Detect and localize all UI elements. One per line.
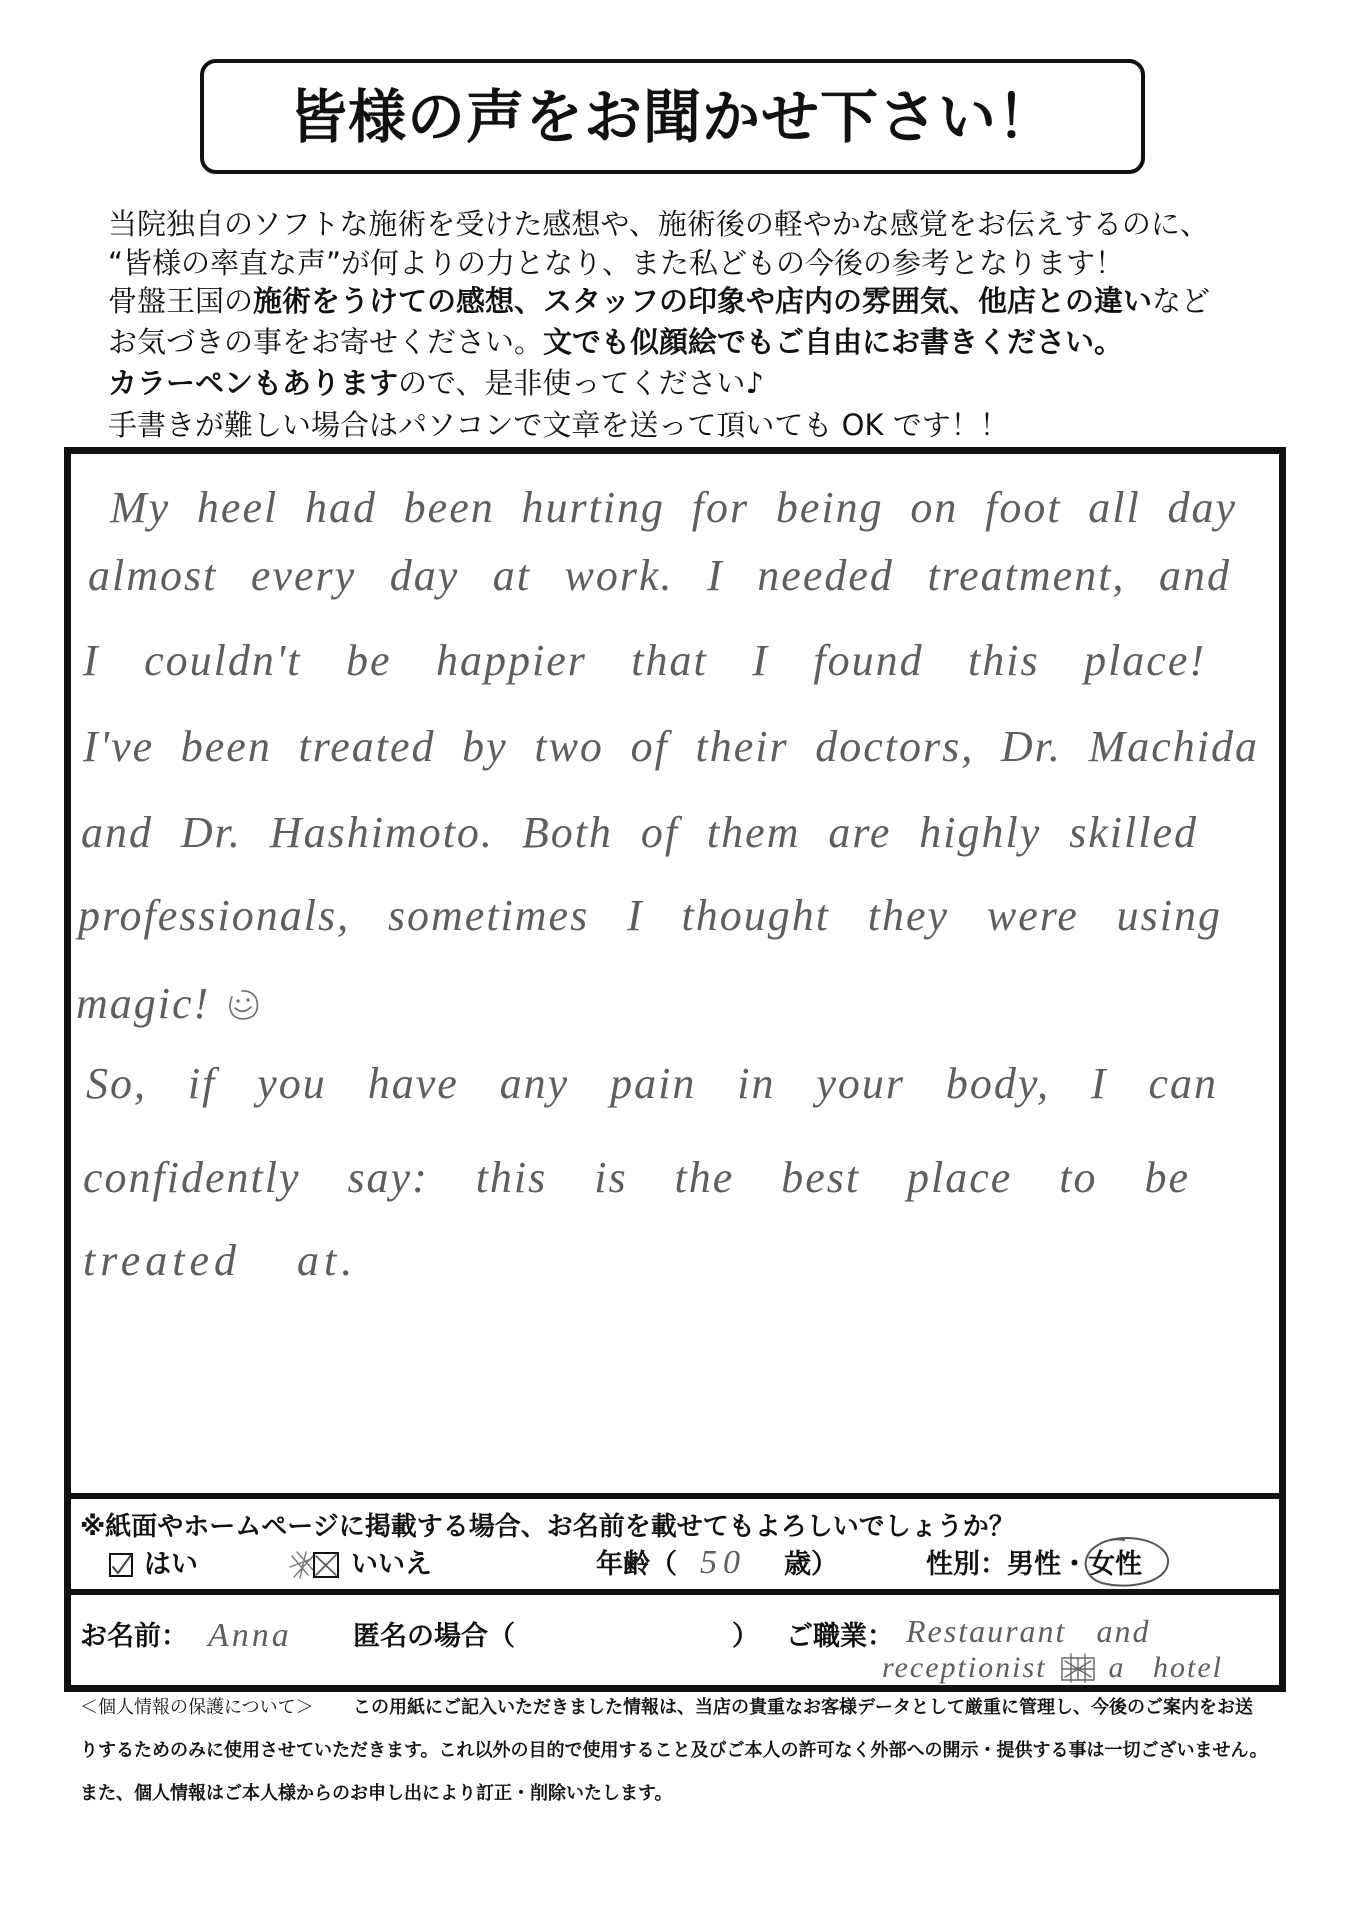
intro-text: 骨盤王国の [108,284,254,318]
intro-text: お気づきの事をお寄せください。 [108,325,544,359]
intro-line [108,283,1210,319]
yes-label: はい [144,1549,198,1580]
age-label-close: 歳） [784,1549,838,1580]
gender-label: 性別： [926,1549,1007,1580]
crossed-out-scribble-icon [1057,1652,1099,1684]
privacy-text: りするためのみに使用させていただきます。これ以外の目的で使用すること及びご本人の許可なく外部への開示・提供する事は一切ございません。 [80,1740,1268,1761]
anonymous-label-open: 匿名の場合（ [353,1621,515,1652]
title-box [200,59,1145,174]
intro-line [108,245,1124,281]
age-value: 50 [700,1544,746,1581]
intro-text: 当院独自のソフトな施術を受けた感想や、施術後の軽やかな感覚をお伝えするのに、 [108,207,1209,241]
handwritten-line: professionals, sometimes I thought they were using [78,891,1222,940]
name-value: Anna [208,1617,292,1654]
privacy-text: この用紙にご記入いただきました情報は、当店の貴重なお客様データとして厳重に管理し、今後のご案内をお送 [353,1697,1253,1718]
handwritten-line: almost every day at work. I needed treatment, and [88,551,1231,600]
handwritten-line: My heel had been hurting for being on foot all day [110,483,1237,532]
section-divider [64,1493,1286,1499]
handwritten-line: treated at. [83,1236,358,1285]
handwritten-line: I've been treated by two of their doctors, Dr. Machida [83,722,1259,771]
intro-emphasis: 文でも似顔絵でもご自由にお書きください。 [543,325,1124,359]
occupation-text: a hotel [1108,1651,1224,1684]
privacy-text: また、個人情報はご本人様からのお申し出により訂正・削除いたします。 [80,1783,673,1804]
handwritten-line: I couldn't be happier that I found this place! [83,636,1206,685]
smiley-face-icon [224,985,262,1023]
occupation-line-2 [882,1648,1223,1688]
intro-text: ので、是非使ってください♪ [398,366,764,400]
gender-separator: ・ [1061,1549,1088,1580]
intro-line [108,407,1009,443]
intro-line [108,365,764,401]
privacy-heading: ＜個人情報の保護について＞ [80,1697,314,1718]
anonymous-label-close: ） [732,1621,759,1652]
occupation-line-1: Restaurant and [906,1613,1151,1649]
handwritten-line [76,974,262,1034]
intro-text: など [1152,284,1211,318]
gender-female: 女性 [1088,1549,1142,1580]
no-label: いいえ [351,1549,432,1580]
selection-circle-icon [1076,1533,1174,1591]
gender-male: 男性 [1007,1549,1061,1580]
intro-emphasis: 施術をうけての感想、スタッフの印象や店内の雰囲気、他店との違い [253,284,1153,318]
handwritten-line: So, if you have any pain in your body, I can [86,1059,1218,1108]
occupation-label: ご職業： [786,1621,894,1652]
intro-line [108,206,1209,242]
handwritten-line: confidently say: this is the best place to be [83,1153,1190,1202]
handwritten-line: and Dr. Hashimoto. Both of them are highly skilled [81,808,1198,857]
consent-question: ※紙面やホームページに掲載する場合、お名前を載せてもよろしいでしょうか？ [80,1512,1015,1542]
handwritten-text: magic! [76,979,211,1028]
checkbox-checked-icon [108,1552,134,1578]
intro-line [108,324,1123,360]
occupation-text: receptionist [882,1651,1047,1684]
intro-text: “皆様の率直な声”が何よりの力となり、また私どもの今後の参考となります！ [108,246,1125,280]
form-title: 皆様の声をお聞かせ下さい！ [288,82,1056,151]
age-label-open: 年齢（ [596,1549,677,1580]
checkbox-scribbled-icon [288,1548,344,1582]
intro-emphasis: カラーペンもあります [108,366,399,400]
intro-text: 手書きが難しい場合はパソコンで文章を送って頂いても OK です！！ [108,408,1009,442]
name-label: お名前： [80,1621,188,1652]
